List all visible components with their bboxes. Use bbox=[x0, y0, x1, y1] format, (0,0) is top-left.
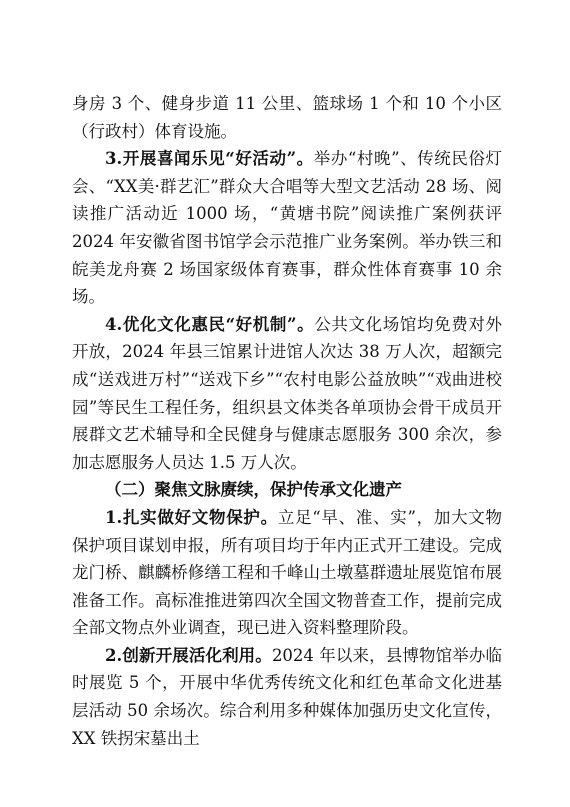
paragraph-lead: 2.创新开展活化利用。 bbox=[105, 645, 272, 665]
section-heading: （二）聚焦文脉赓续，保护传承文化遗产 bbox=[105, 480, 402, 500]
paragraph-text: 2024 年以来，县博物馆举办临时展览 5 个，开展中华优秀传统文化和红色革命文化进基层活动 50 余场次。综合利用多种媒体加强历史文化宣传，XX 铁拐宋墓出土 bbox=[72, 645, 502, 748]
paragraph-lead: 3.开展喜闻乐见“好活动”。 bbox=[105, 149, 314, 169]
paragraph-text: 举办“村晚”、传统民俗灯会、“XX美·群艺汇”群众大合唱等大型文艺活动 28 场、阅读推广活动近 1000 场，“黄塘书院”阅读推广案例获评 2024 年安徽省图书馆学会示范推广业务案例。举办铁三和皖美龙舟赛 2 场国家级体育赛事，群众性体育赛事 10 余场。 bbox=[72, 149, 502, 307]
paragraph-text: 公共文化场馆均免费对外开放，2024 年县三馆累计进馆人次达 38 万人次，超额完成“送戏进万村”“送戏下乡”“农村电影公益放映”“戏曲进校园”等民生工程任务，组织县文体类各单项协会骨干成员开展群文艺术辅导和全民健身与健康志愿服务 300 余次，参加志愿服务人员达 1.5 万人次。 bbox=[72, 314, 502, 472]
paragraph-relic-protection bbox=[72, 504, 502, 642]
document-body bbox=[72, 90, 502, 752]
paragraph-good-activities bbox=[72, 145, 502, 311]
paragraph-good-mechanism bbox=[72, 311, 502, 477]
paragraph-text: 身房 3 个、健身步道 11 公里、篮球场 1 个和 10 个小区（行政村）体育设施。 bbox=[72, 94, 502, 141]
paragraph-lead: 1.扎实做好文物保护。 bbox=[105, 507, 278, 527]
paragraph-continuation bbox=[72, 90, 502, 145]
paragraph-activation-use bbox=[72, 642, 502, 752]
paragraph-lead: 4.优化文化惠民“好机制”。 bbox=[105, 314, 315, 334]
paragraph-text: 立足“早、准、实”，加大文物保护项目谋划申报，所有项目均于年内正式开工建设。完成龙门桥、麒麟桥修缮工程和千峰山土墩墓群遗址展览馆布展准备工作。高标准推进第四次全国文物普查工作，提前完成全部文物点外业调查，现已进入资料整理阶段。 bbox=[72, 507, 502, 638]
